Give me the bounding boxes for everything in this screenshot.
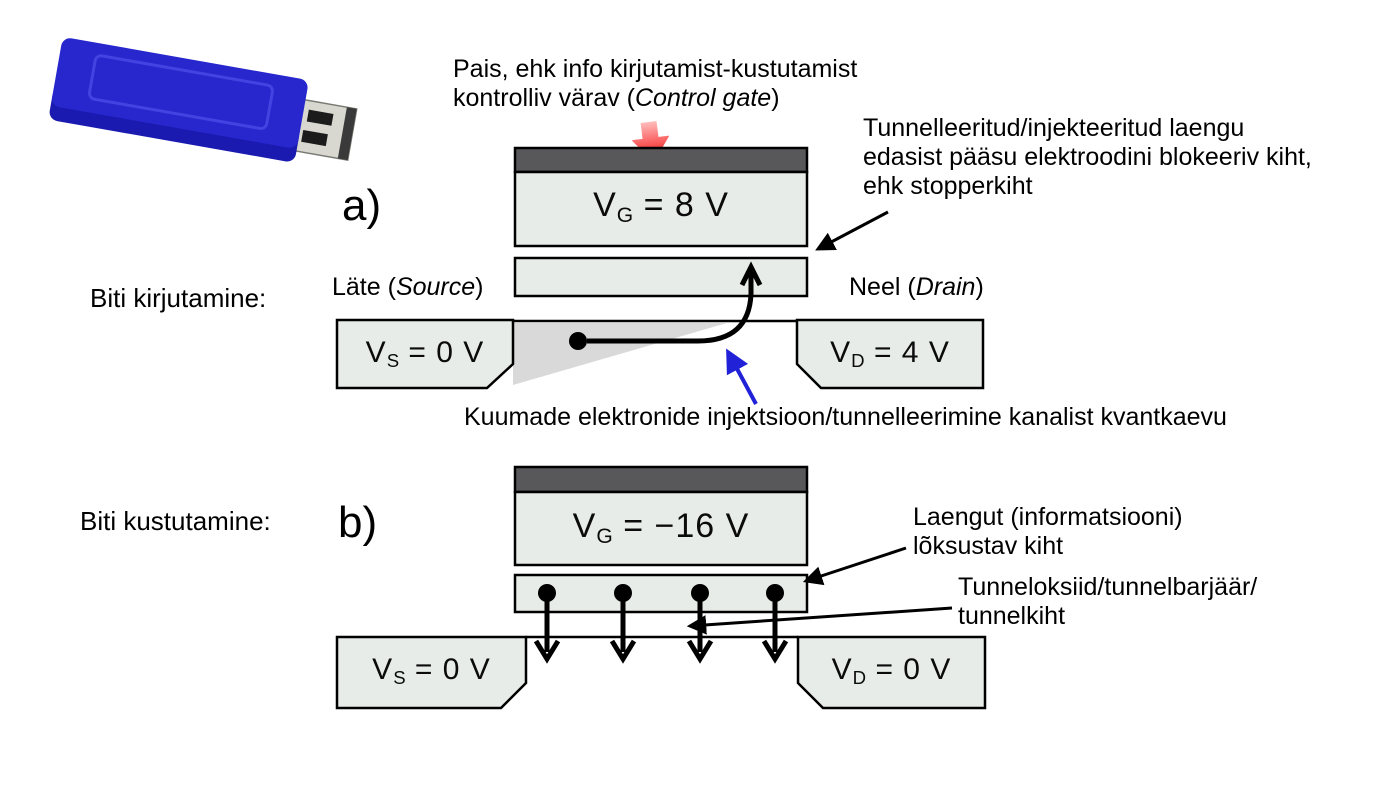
tunnel-layer-note-line1: Tunneloksiid/tunnelbarjäär/: [958, 573, 1258, 601]
electron-dot-a: [569, 332, 587, 350]
control-gate-metal-a: [515, 148, 807, 172]
stopper-note: [863, 114, 1312, 201]
trap-layer-note: [913, 503, 1183, 561]
electron-dot-b: [691, 584, 709, 602]
drain-voltage-b: $V_D = 0$ V: [831, 653, 952, 689]
electron-dot-b: [766, 584, 784, 602]
drain-voltage-a: $V_D = 4$ V: [830, 336, 950, 372]
electron-dot-b: [538, 584, 556, 602]
control-gate-note: [453, 55, 857, 113]
stopper-label-arrow: [818, 212, 888, 249]
source-voltage-b: $V_S = 0$ V: [372, 653, 491, 689]
usb-flash-drive-image: [48, 37, 360, 172]
trap-layer-note-line2: lõksustav kiht: [913, 532, 1064, 560]
gate-voltage-b: $V_G = -16$ V: [572, 507, 750, 548]
gate-voltage-a: $V_G = 8$ V: [593, 186, 729, 227]
control-gate-note-line2: kontrolliv värav (Control gate): [453, 84, 780, 112]
tunnel-layer-note-line2: tunnelkiht: [958, 602, 1066, 630]
control-gate-metal-b: [515, 467, 807, 492]
write-row-label: Biti kirjutamine:: [90, 283, 267, 313]
stopper-note-line2: edasist pääsu elektroodini blokeeriv kiht,: [863, 143, 1312, 171]
tunnel-layer-note: [958, 573, 1257, 631]
injection-note: Kuumade elektronide injektsioon/tunnelleerimine kanalist kvantkaevu: [464, 403, 1227, 431]
injection-label-arrow-blue: [728, 352, 756, 404]
source-label-a: Läte (Source): [332, 273, 484, 301]
trap-layer-label-arrow: [806, 548, 906, 581]
control-gate-note-line1: Pais, ehk info kirjutamist-kustutamist: [453, 55, 858, 83]
erase-row-label: Biti kustutamine:: [80, 506, 271, 536]
stopper-layer-a: [515, 258, 807, 296]
trap-layer-b: [515, 575, 807, 612]
trap-layer-note-line1: Laengut (informatsiooni): [913, 503, 1183, 531]
stopper-note-line1: Tunnelleeritud/injekteeritud laengu: [863, 114, 1245, 142]
source-voltage-a: $V_S = 0$ V: [365, 336, 485, 372]
panel-a-label: a): [342, 181, 382, 230]
channel-shade-triangle: [513, 323, 727, 385]
stopper-note-line3: ehk stopperkiht: [863, 172, 1033, 200]
electron-dot-b: [614, 584, 632, 602]
panel-b-label: b): [338, 498, 378, 547]
drain-label-a: Neel (Drain): [849, 273, 984, 301]
